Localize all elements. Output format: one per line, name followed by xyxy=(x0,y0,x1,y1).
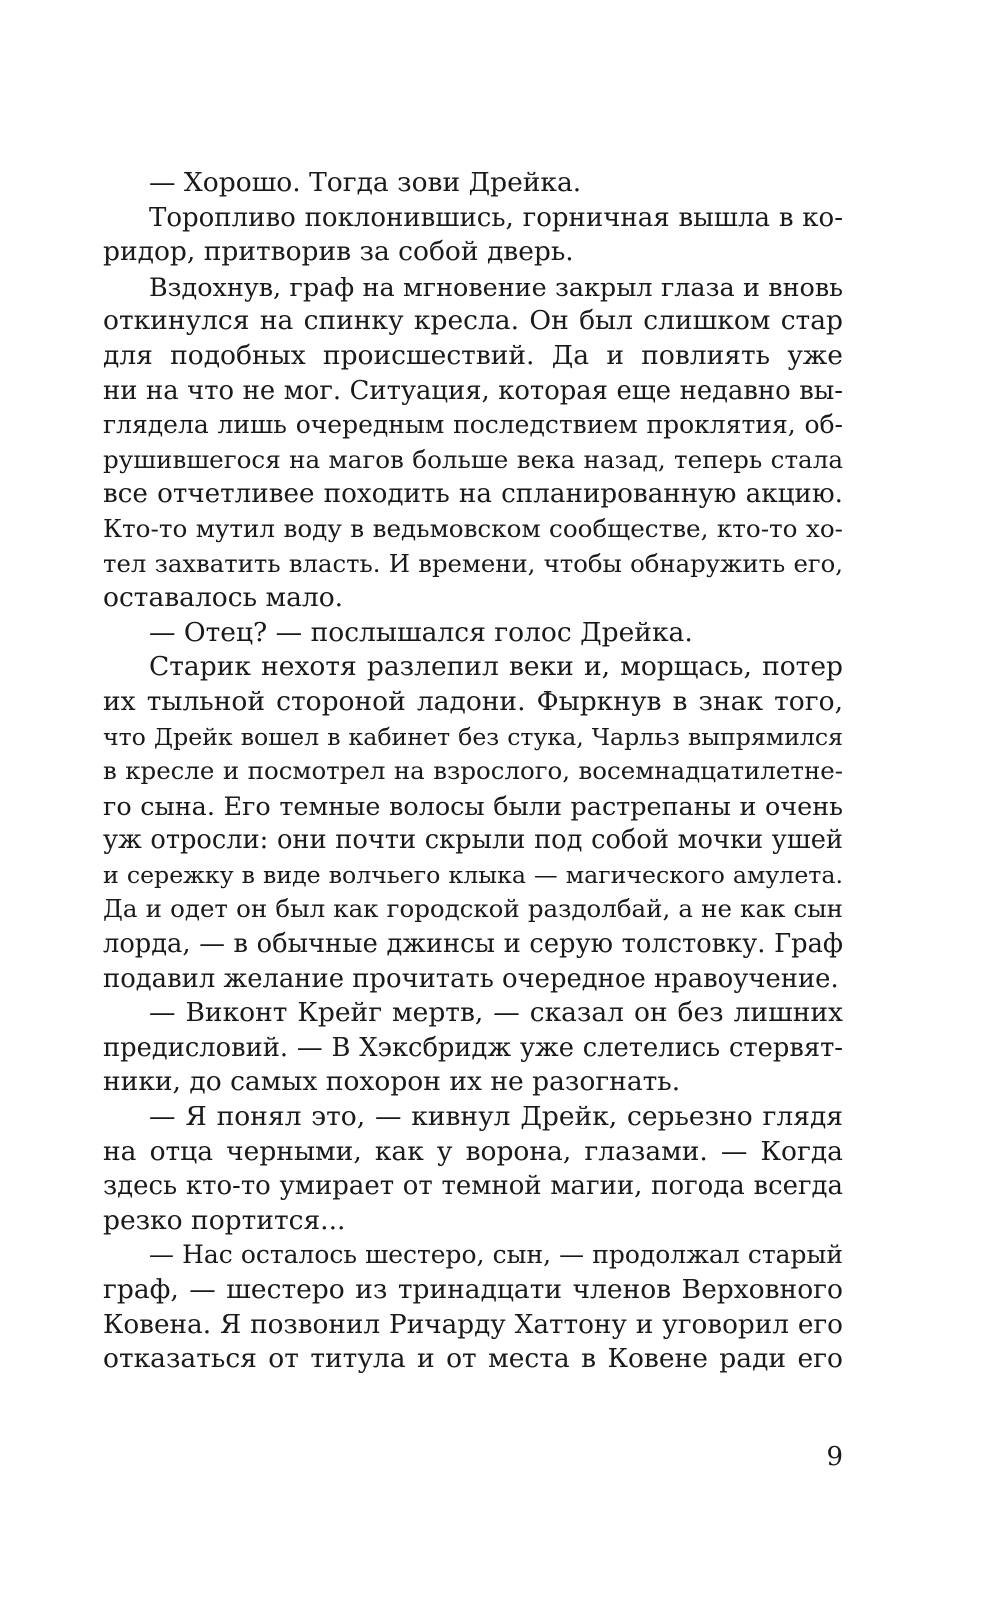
text-line: — Виконт Крейг мертв, — сказал он без лишних xyxy=(149,997,843,1029)
text-line: Ковена. Я позвонил Ричарду Хаттону и уговорил его xyxy=(103,1309,843,1340)
body-text xyxy=(103,166,843,1377)
text-line: Вздохнув, граф на мгновение закрыл глаза и вновь xyxy=(149,271,843,302)
text-line: лорда, — в обычные джинсы и серую толстовку. Граф xyxy=(103,929,843,960)
text-line: ники, до самых похорон их не разогнать. xyxy=(103,1066,681,1098)
text-line: — Я понял это, — кивнул Дрейк, серьезно глядя xyxy=(149,1101,843,1133)
text-line: и сережку в виде волчьего клыка — магического амулета. xyxy=(103,860,843,889)
text-line: что Дрейк вошел в кабинет без стука, Чарльз выпрямился xyxy=(103,722,843,751)
text-line: Торопливо поклонившись, горничная вышла в ко- xyxy=(149,202,843,233)
text-line: — Отец? — послышался голос Дрейка. xyxy=(149,616,693,648)
text-line: резко портится... xyxy=(103,1204,346,1236)
text-line: предисловий. — В Хэксбридж уже слетелись стервят- xyxy=(103,1032,843,1063)
text-line: граф, — шестеро из тринадцати членов Верховного xyxy=(103,1274,843,1305)
text-line: их тыльной стороной ладони. Фыркнув в знак того, xyxy=(103,685,843,717)
text-line: рушившегося на магов больше века назад, теперь стала xyxy=(103,444,843,474)
text-line: уж отросли: они почти скрыли под собой мочки ушей xyxy=(103,825,843,856)
text-line: Кто-то мутил воду в ведьмовском сообществе, кто-то хо- xyxy=(103,513,843,543)
text-line: Да и одет он был как городской раздолбай, а не как сын xyxy=(103,894,843,924)
text-line: отказаться от титула и от места в Ковене ради его xyxy=(103,1343,843,1375)
text-line: тел захватить власть. И времени, чтобы обнаружить его, xyxy=(103,548,843,578)
text-line: подавил желание прочитать очередное нравоучение. xyxy=(103,963,839,994)
text-line: ни на что не мог. Ситуация, которая еще недавно вы- xyxy=(103,375,843,406)
text-line: откинулся на спинку кресла. Он был слишком стар xyxy=(103,305,843,337)
text-line: — Хорошо. Тогда зови Дрейка. xyxy=(149,167,582,198)
text-line: Старик нехотя разлепил веки и, морщась, потер xyxy=(149,651,843,683)
page-number: 9 xyxy=(826,1442,843,1472)
text-line: на отца черными, как у ворона, глазами. — Когда xyxy=(103,1135,843,1167)
text-line: глядела лишь очередным последствием проклятия, об- xyxy=(103,410,843,440)
text-line: ридор, притворив за собой дверь. xyxy=(103,236,574,268)
text-line: оставалось мало. xyxy=(103,582,344,614)
text-line: в кресле и посмотрел на взрослого, восемнадцатилетне- xyxy=(103,756,843,786)
text-line: го сына. Его темные волосы были растрепаны и очень xyxy=(103,790,843,821)
text-line: здесь кто-то умирает от темной магии, погода всегда xyxy=(103,1171,843,1202)
text-line: все отчетливее походить на спланированную акцию. xyxy=(103,479,843,510)
text-line: для подобных происшествий. Да и повлиять уже xyxy=(103,339,843,371)
text-line: — Нас осталось шестеро, сын, — продолжал старый xyxy=(149,1240,843,1270)
